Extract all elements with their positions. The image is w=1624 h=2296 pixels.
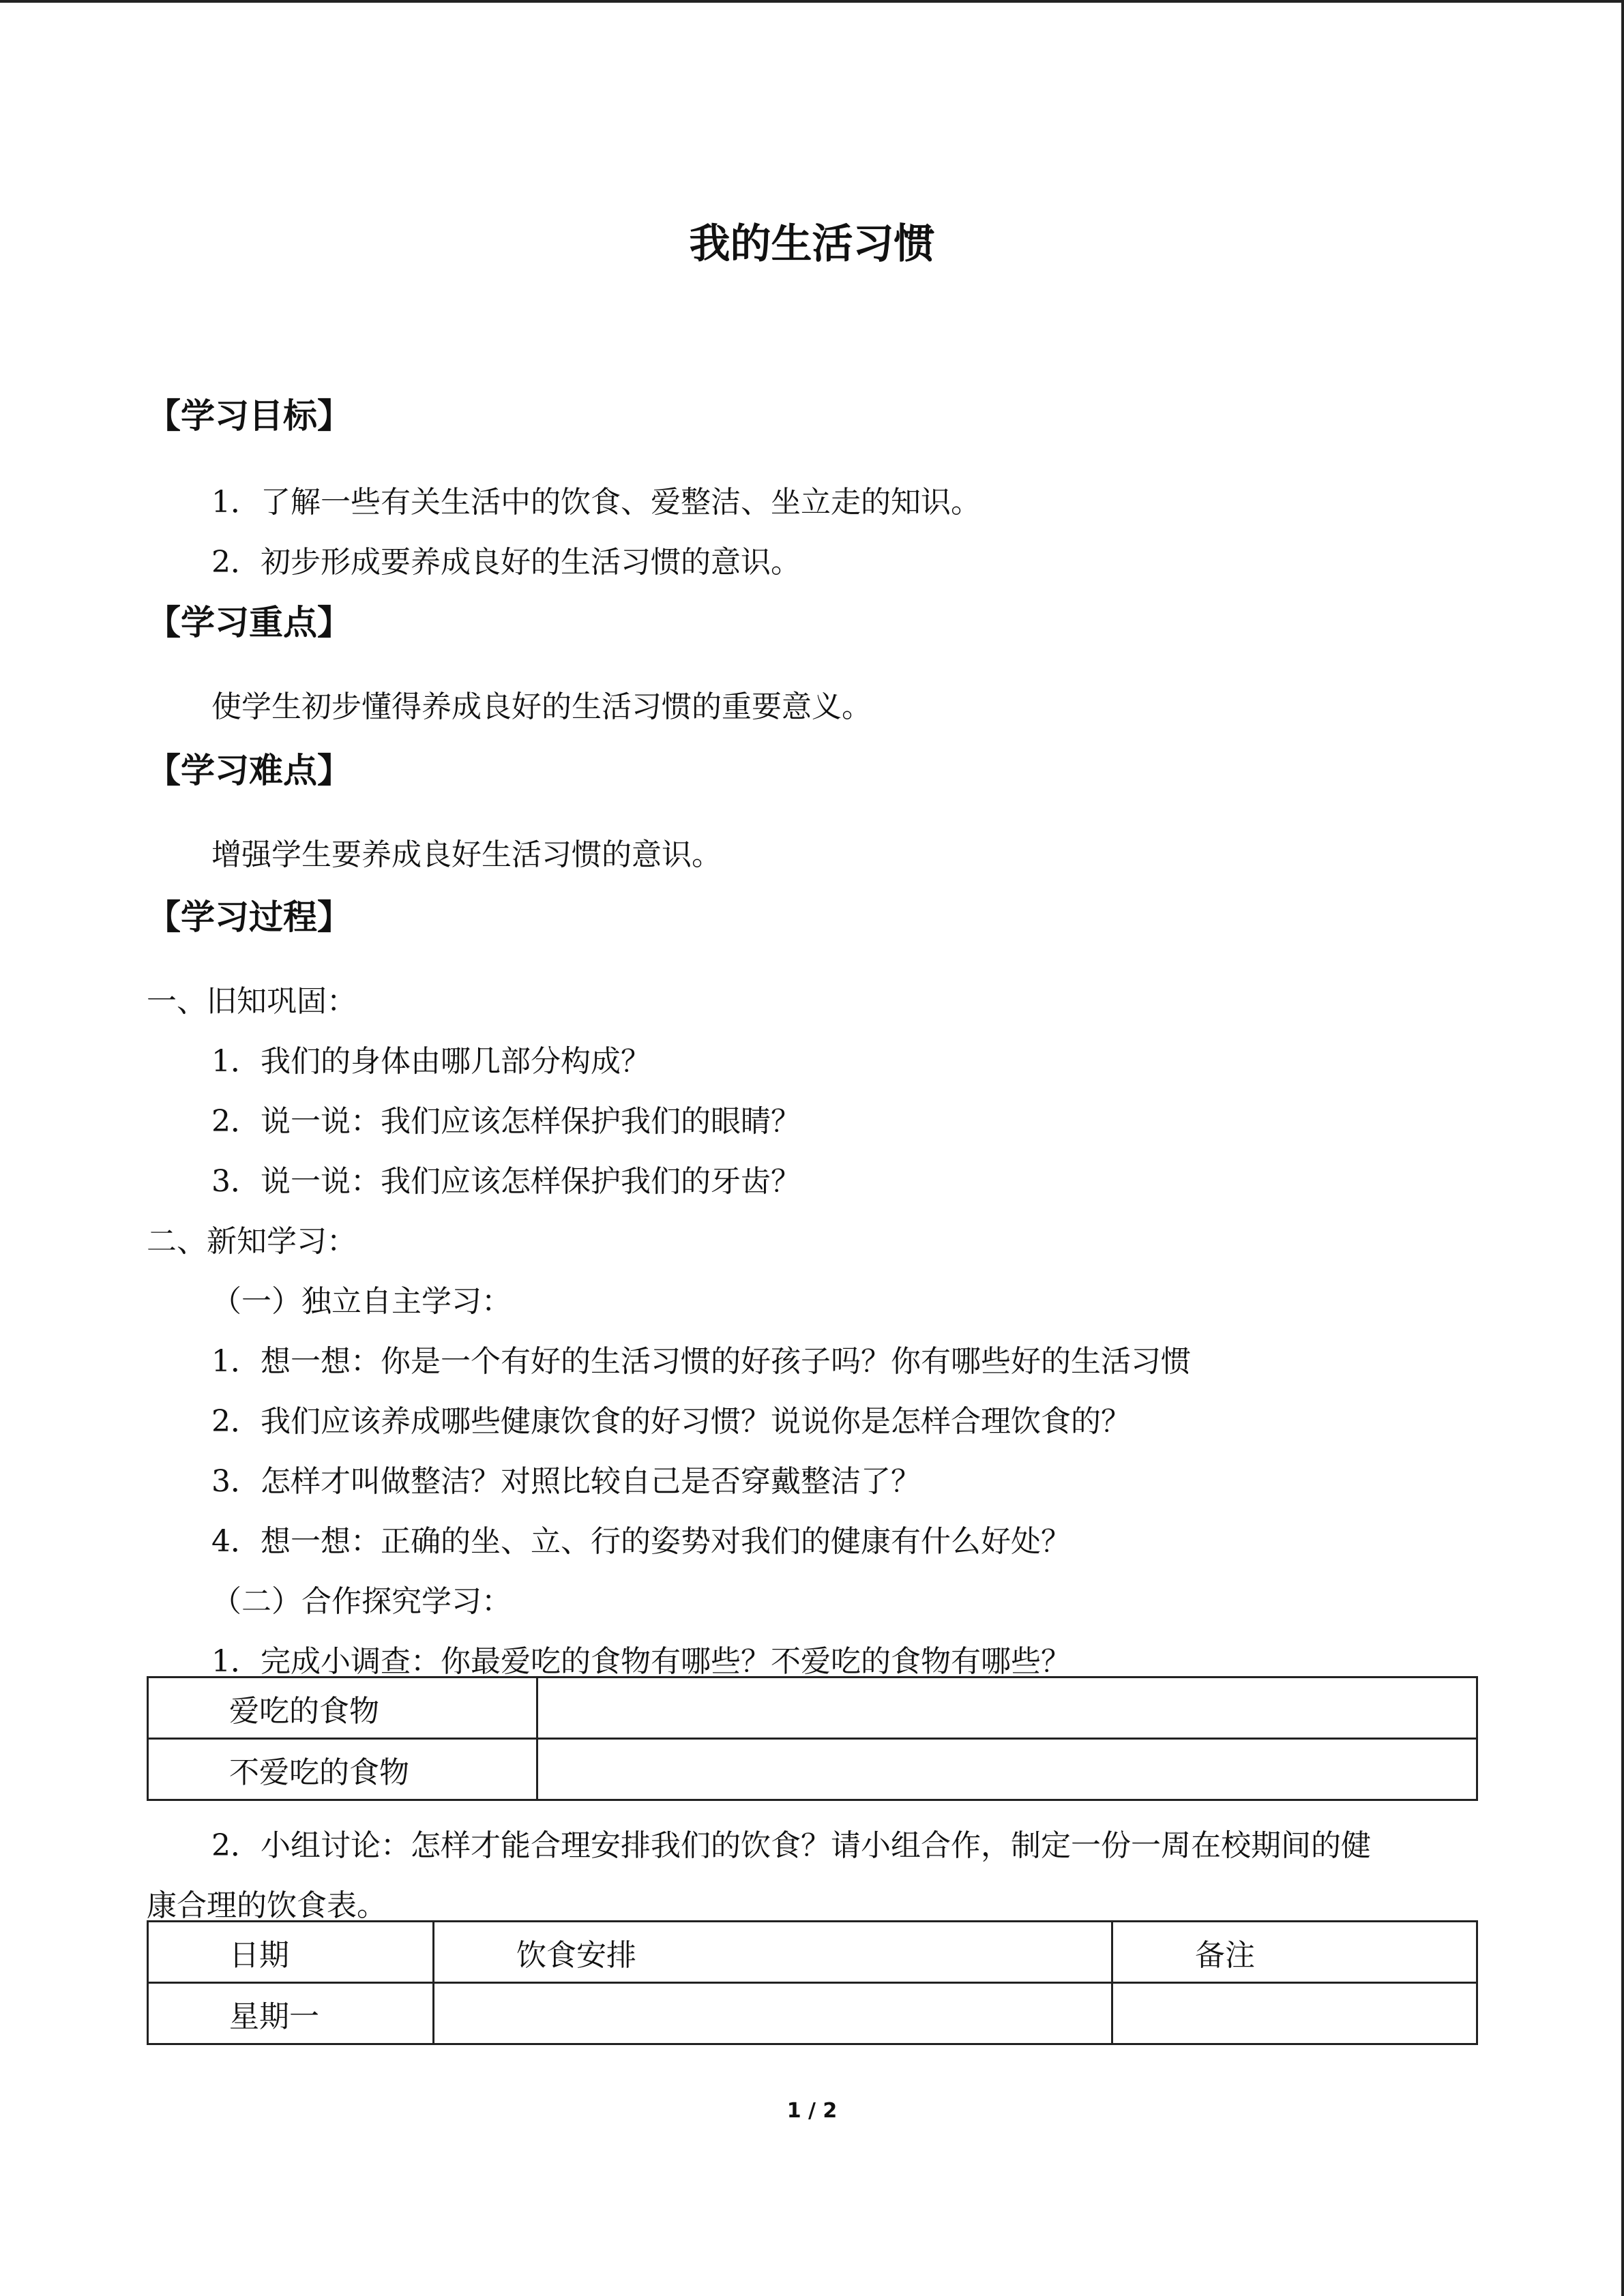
review-title: 一、旧知巩固： bbox=[147, 984, 357, 1019]
heading-process: 【学习过程】 bbox=[147, 897, 351, 937]
discussion-line-1: 2．小组讨论：怎样才能合理安排我们的饮食？请小组合作，制定一份一周在校期间的健 bbox=[211, 1828, 1371, 1863]
heading-focus: 【学习重点】 bbox=[147, 603, 351, 642]
survey-row-dislike-cell[interactable] bbox=[537, 1739, 1477, 1800]
diet-table bbox=[147, 1920, 1478, 2045]
page-title: 我的生活习惯 bbox=[689, 220, 935, 268]
page-border-right bbox=[1621, 0, 1624, 2296]
review-item-2: 2．说一说：我们应该怎样保护我们的眼睛？ bbox=[211, 1104, 801, 1139]
survey-row-dislike-label: 不爱吃的食物 bbox=[148, 1739, 537, 1800]
part1-item-3: 3．怎样才叫做整洁？对照比较自己是否穿戴整洁了？ bbox=[211, 1464, 921, 1499]
survey-row-like-cell[interactable] bbox=[537, 1678, 1477, 1739]
part2-title: （二）合作探究学习： bbox=[211, 1584, 512, 1619]
discussion-line-2: 康合理的饮食表。 bbox=[147, 1888, 387, 1923]
part1-item-2: 2．我们应该养成哪些健康饮食的好习惯？说说你是怎样合理饮食的？ bbox=[211, 1404, 1131, 1439]
difficulty-text: 增强学生要养成良好生活习惯的意识。 bbox=[211, 837, 722, 872]
review-item-3: 3．说一说：我们应该怎样保护我们的牙齿？ bbox=[211, 1164, 801, 1199]
page-indicator: 1 / 2 bbox=[786, 2099, 838, 2123]
part1-title: （一）独立自主学习： bbox=[211, 1284, 512, 1319]
diet-row-monday-plan[interactable] bbox=[434, 1983, 1112, 2044]
objective-item-2: 2．初步形成要养成良好的生活习惯的意识。 bbox=[211, 545, 801, 580]
heading-objectives: 【学习目标】 bbox=[147, 396, 351, 436]
diet-header-date: 日期 bbox=[148, 1922, 434, 1983]
diet-header-plan: 饮食安排 bbox=[434, 1922, 1112, 1983]
diet-row-monday-label: 星期一 bbox=[148, 1983, 434, 2044]
survey-table bbox=[147, 1676, 1478, 1801]
review-item-1: 1．我们的身体由哪几部分构成？ bbox=[211, 1044, 651, 1079]
part1-item-1: 1．想一想：你是一个有好的生活习惯的好孩子吗？你有哪些好的生活习惯 bbox=[211, 1344, 1191, 1379]
survey-row-like-label: 爱吃的食物 bbox=[148, 1678, 537, 1739]
heading-difficulty: 【学习难点】 bbox=[147, 751, 351, 790]
focus-text: 使学生初步懂得养成良好的生活习惯的重要意义。 bbox=[211, 689, 872, 724]
part1-item-4: 4．想一想：正确的坐、立、行的姿势对我们的健康有什么好处？ bbox=[211, 1524, 1071, 1559]
survey-prompt: 1．完成小调查：你最爱吃的食物有哪些？不爱吃的食物有哪些？ bbox=[211, 1644, 1071, 1679]
diet-header-note: 备注 bbox=[1112, 1922, 1477, 1983]
objective-item-1: 1．了解一些有关生活中的饮食、爱整洁、坐立走的知识。 bbox=[211, 485, 981, 520]
page-border-top bbox=[0, 0, 1624, 3]
diet-row-monday-note[interactable] bbox=[1112, 1983, 1477, 2044]
new-learning-title: 二、新知学习： bbox=[147, 1224, 357, 1259]
